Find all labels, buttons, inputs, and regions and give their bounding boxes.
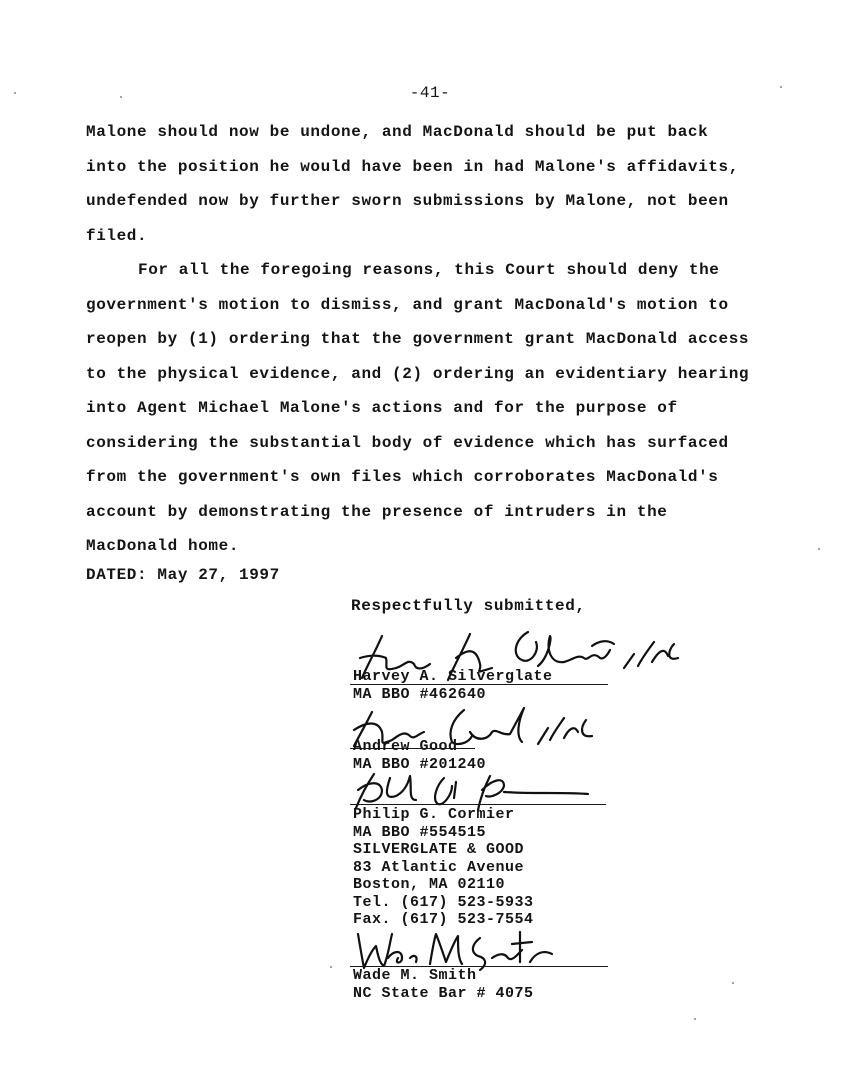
body-line: reopen by (1) ordering that the government grant MacDonald access — [86, 330, 750, 348]
body-line: filed. — [86, 226, 148, 245]
body-line: into the position he would have been in had Malone's affidavits, — [86, 157, 739, 176]
body-line: considering the substantial body of evidence which has surfaced — [86, 433, 729, 452]
signer-block-good — [353, 738, 486, 773]
body-line: undefended now by further sworn submissions by Malone, not been — [86, 192, 729, 210]
closing-line: Respectfully submitted, — [351, 597, 586, 615]
scan-speck — [694, 1018, 696, 1020]
signature-line — [350, 804, 606, 805]
signer-block-smith — [353, 967, 534, 1002]
signer-bar-number: MA BBO #462640 — [353, 685, 487, 703]
scan-speck — [14, 92, 16, 94]
scan-speck — [732, 982, 734, 984]
body-line-indented: For all the foregoing reasons, this Court should deny the — [138, 261, 720, 279]
scan-speck — [120, 96, 122, 98]
signer-bar-number: MA BBO #554515 — [353, 823, 487, 841]
body-text — [86, 115, 786, 564]
signer-bar-number: NC State Bar # 4075 — [353, 984, 534, 1002]
dated-line: DATED: May 27, 1997 — [86, 566, 280, 584]
firm-fax: Fax. (617) 523-7554 — [353, 911, 534, 928]
firm-address-city: Boston, MA 02110 — [353, 876, 506, 893]
body-line: from the government's own files which corroborates MacDonald's — [86, 468, 719, 486]
signer-block-silverglate — [353, 668, 553, 703]
signer-name: Philip G. Cormier — [353, 806, 515, 823]
signer-bar-number: MA BBO #201240 — [353, 755, 487, 773]
firm-telephone: Tel. (617) 523-5933 — [353, 893, 534, 911]
body-line: Malone should now be undone, and MacDonald should be put back — [86, 123, 709, 141]
body-line: MacDonald home. — [86, 537, 240, 555]
firm-address-street: 83 Atlantic Avenue — [353, 858, 525, 876]
body-line: to the physical evidence, and (2) ordering an evidentiary hearing — [86, 364, 750, 383]
scan-speck — [780, 86, 782, 88]
scan-speck — [818, 548, 820, 550]
firm-name: SILVERGLATE & GOOD — [353, 841, 525, 858]
signer-name: Harvey A. Silverglate — [353, 668, 553, 685]
body-line: government's motion to dismiss, and grant MacDonald's motion to — [86, 295, 729, 314]
signer-block-cormier — [353, 806, 534, 929]
signer-name: Wade M. Smith — [353, 967, 477, 984]
body-line: account by demonstrating the presence of intruders in the — [86, 502, 668, 521]
body-line: into Agent Michael Malone's actions and for the purpose of — [86, 399, 678, 417]
scan-speck — [330, 966, 332, 968]
page-number: -41- — [409, 84, 451, 102]
signer-name: Andrew Good — [353, 738, 458, 755]
